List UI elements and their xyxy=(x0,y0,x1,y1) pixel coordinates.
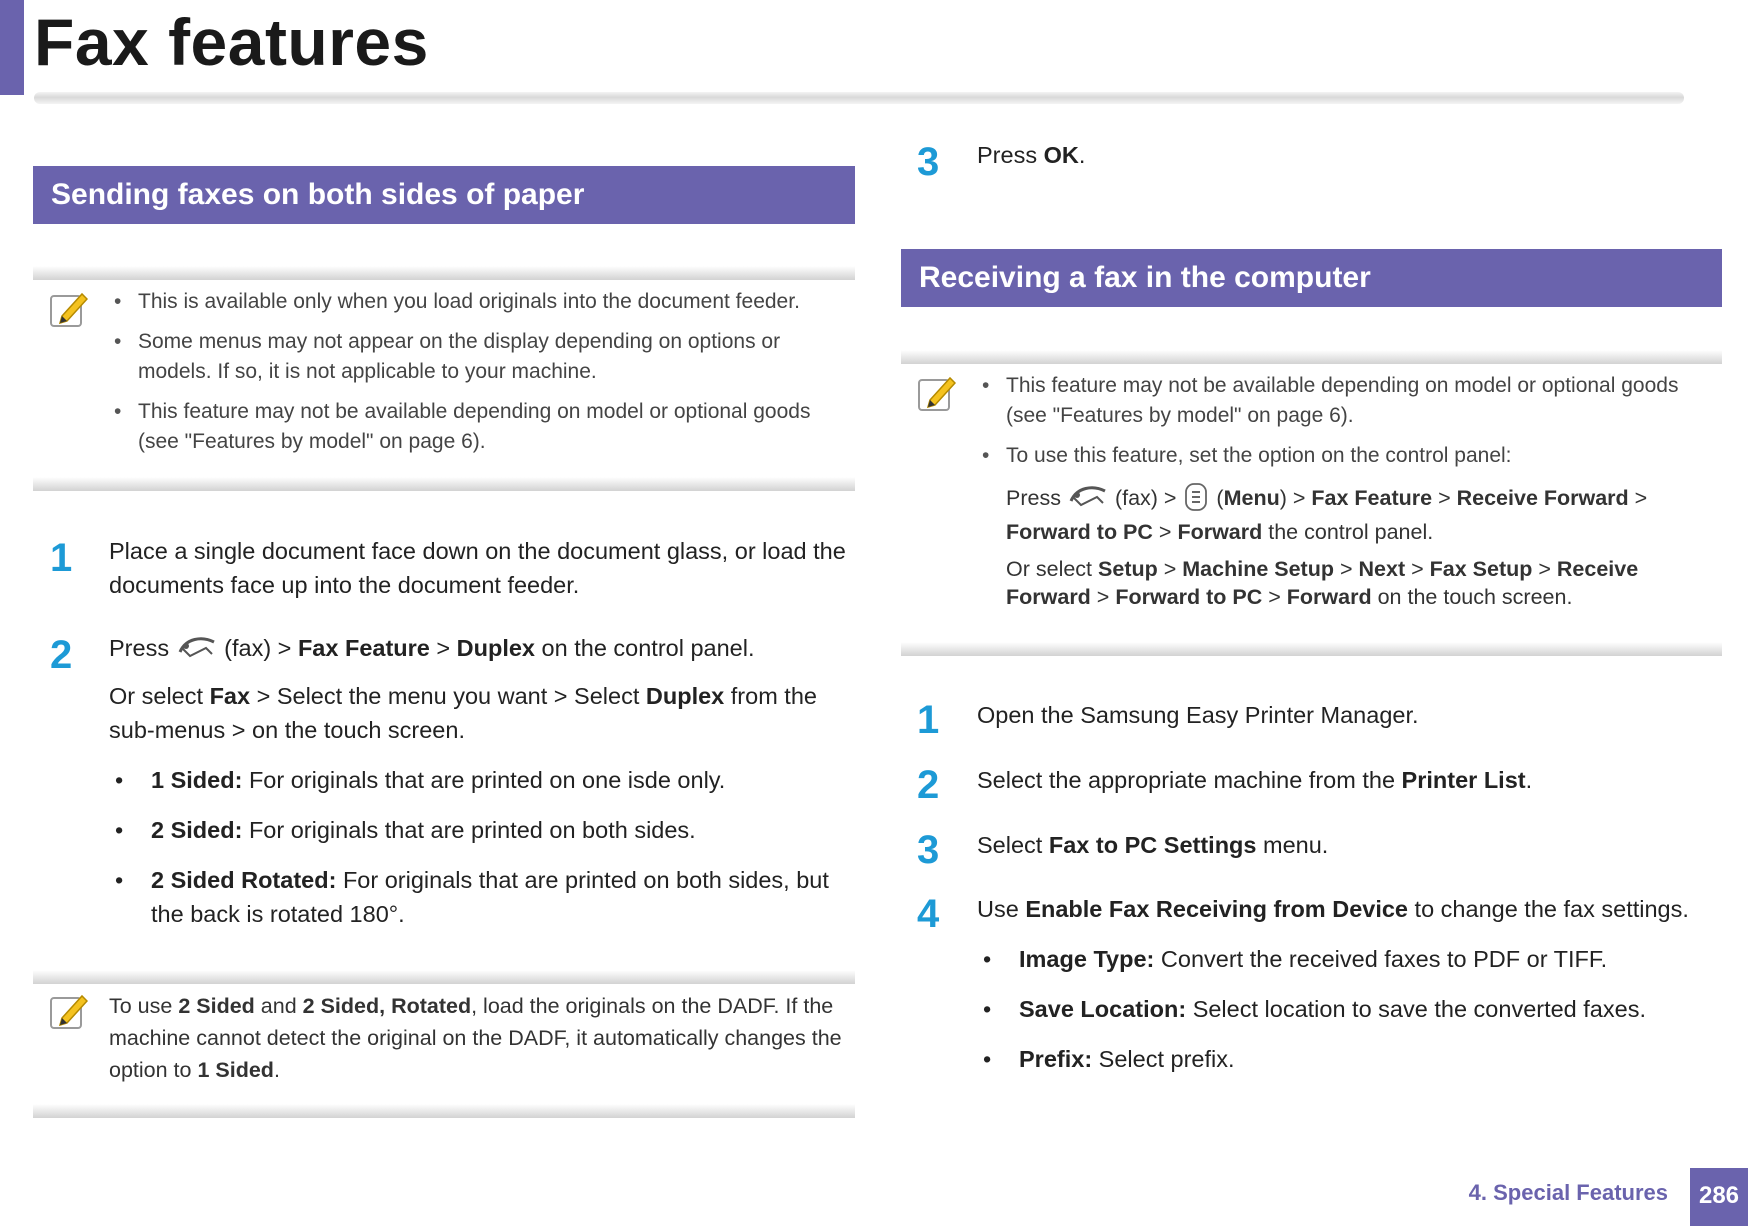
menu-fax-feature: Fax Feature xyxy=(297,635,430,661)
note-item: • This feature may not be available depending on model or optional goods (see "Features by model" on page 6). xyxy=(978,371,1722,431)
menu-duplex-2: Duplex xyxy=(645,683,725,709)
title-divider xyxy=(34,92,1684,104)
note-item: • This is available only when you load originals into the document feeder. xyxy=(110,287,855,317)
section-header-receive-pc: Receiving a fax in the computer xyxy=(901,249,1722,307)
fax-icon xyxy=(1067,483,1109,509)
step-number: 1 xyxy=(917,698,940,742)
text-mid: > Select the menu you want > Select xyxy=(256,683,640,709)
step-text xyxy=(109,534,857,602)
list-item: • 2 Sided Rotated: For originals that are printed on both sides, but the back is rotated 180°. xyxy=(109,863,857,931)
fax-settings-list xyxy=(977,942,1717,1076)
footer-section-label: 4. Special Features xyxy=(1468,1180,1668,1205)
page-number: 286 xyxy=(1690,1168,1748,1226)
step-number: 2 xyxy=(917,763,940,807)
note-top-divider xyxy=(33,970,855,984)
step-2-line xyxy=(109,631,857,665)
separator: > xyxy=(436,635,451,661)
step-text: Open the Samsung Easy Printer Manager. xyxy=(977,702,1419,728)
step-number: 2 xyxy=(50,633,73,677)
note-top-divider xyxy=(33,266,855,280)
list-item: • Save Location: Select location to save the converted faxes. xyxy=(977,992,1717,1026)
text-press: Press xyxy=(109,635,170,661)
note-bottom-divider xyxy=(33,1104,855,1118)
note-top-divider xyxy=(901,350,1722,364)
step-text: Use Enable Fax Receiving from Device to change the fax settings. • Image Type: Convert the received faxes to PDF or TIFF. • Save Location: Select location to save the converted faxes. • Prefix: Select prefix. xyxy=(977,892,1717,1076)
step-1-text: Place a single document face down on the document glass, or load the documents face up into the document feeder. xyxy=(109,538,846,598)
page-title: Fax features xyxy=(34,5,429,79)
menu-duplex: Duplex xyxy=(456,635,536,661)
step-number: 4 xyxy=(917,892,940,936)
list-item: • 1 Sided: For originals that are printed on one isde only. xyxy=(109,763,857,797)
duplex-options-list xyxy=(109,763,857,931)
step-number: 3 xyxy=(917,828,940,872)
note-dadf: To use 2 Sided and 2 Sided, Rotated, load the originals on the DADF. If the machine cannot detect the original on the DADF, it automatically changes the option to 1 Sided. xyxy=(109,994,842,1082)
note-bottom-divider xyxy=(33,477,855,491)
step-text xyxy=(109,631,857,931)
step-3-text: Press OK. xyxy=(977,142,1086,168)
fax-icon xyxy=(176,634,218,660)
step-number: 1 xyxy=(50,536,73,580)
section-header-duplex: Sending faxes on both sides of paper xyxy=(33,166,855,224)
text-or-select: Or select xyxy=(109,683,204,709)
note-pencil-icon xyxy=(916,372,956,414)
list-item: • 2 Sided: For originals that are printed on both sides. xyxy=(109,813,857,847)
list-item: • Prefix: Select prefix. xyxy=(977,1042,1717,1076)
accent-bar xyxy=(0,0,24,95)
text-tail-2: from the sub-menus > on the touch screen. xyxy=(109,683,817,743)
note-touch-path: Or select Setup > Machine Setup > Next > Fax Setup > Receive Forward > Forward to PC > Forward on the touch screen. xyxy=(1006,557,1639,609)
step-text: Select the appropriate machine from the Printer List. xyxy=(977,767,1533,793)
note-pencil-icon xyxy=(48,288,88,330)
note-item: • To use this feature, set the option on the control panel: xyxy=(978,441,1722,471)
note-item: • Some menus may not appear on the display depending on options or models. If so, it is not applicable to your machine. xyxy=(110,327,855,387)
note-receive-pc xyxy=(978,371,1722,617)
step-2-alt xyxy=(109,679,857,747)
list-item: • Image Type: Convert the received faxes to PDF or TIFF. xyxy=(977,942,1717,976)
note-item: • This feature may not be available depending on model or optional goods (see "Features by model" on page 6). xyxy=(110,397,855,457)
menu-icon xyxy=(1182,482,1210,512)
step-text xyxy=(977,138,1717,172)
text-tail: on the control panel. xyxy=(541,635,755,661)
step-text: Select Fax to PC Settings menu. xyxy=(977,832,1329,858)
menu-fax: Fax xyxy=(209,683,251,709)
step-number: 3 xyxy=(917,140,940,184)
note-press-path: Press (fax) > (Menu) > Fax Feature > Receive Forward > Forward to PC > Forward the control panel. xyxy=(1006,481,1722,549)
note-duplex xyxy=(110,287,855,467)
note-bottom-divider xyxy=(901,642,1722,656)
text-fax: (fax) > xyxy=(224,635,292,661)
note-pencil-icon xyxy=(48,990,88,1032)
